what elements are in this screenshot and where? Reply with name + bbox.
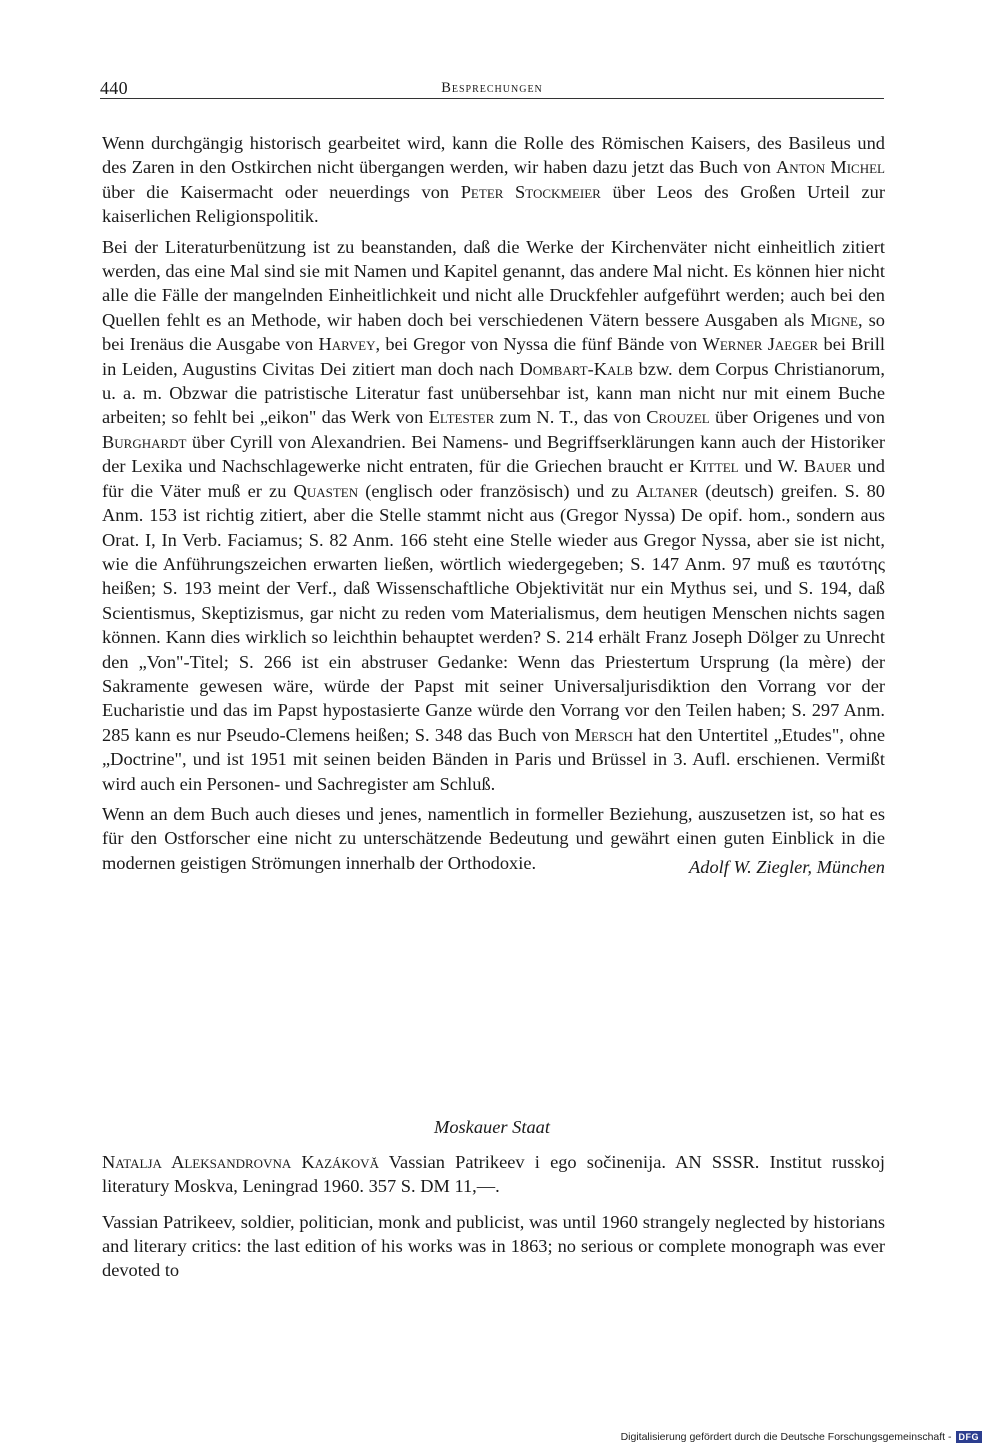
bibliographic-entry [102, 1150, 885, 1198]
book-author: Natalja Aleksandrovna Kazákovă [102, 1152, 379, 1172]
paragraph-2 [102, 235, 885, 796]
cited-name: Dombart-Kalb [519, 358, 633, 379]
paragraph-3-text: Wenn an dem Buch auch dieses und jenes, namentlich in formeller Beziehung, auszusetzen ist, so hat es für den Ostforscher eine nicht zu unterschätzende Bedeutung und gewährt einen guten Einblick in die modernen geistigen Strömungen innerhalb der Orthodoxie. [102, 803, 885, 873]
header-rule [100, 98, 884, 99]
text-run: (englisch oder französisch) und zu [358, 480, 636, 501]
cited-name: Anton Michel [776, 157, 885, 178]
text-run: bzw. dem Corpus Christianorum, u. a. m. Obzwar die patristische Literatur fast unübersehbar ist, kann man nicht nur mit einem Buche arbeiten; so fehlt bei „eikon" das Werk von [102, 358, 885, 428]
cited-name: Bauer [803, 456, 852, 477]
text-run: (deutsch) greifen. S. 80 Anm. 153 ist richtig zitiert, aber die Stelle stammt nicht aus (Gregor Nyssa) De opif. hom., sondern aus Orat. I, In Verb. Faciamus; S. 82 Anm. 166 steht eine Stelle wieder aus Gregor Nyssa, aber sie ist nicht, wie die Anführungszeichen erwarten ließen, wörtlich wiedergegeben; S. 147 Anm. 97 muß es ταυτότης heißen; S. 193 meint der Verf., daß Wissenschaftliche Objektivität nur ein Mythus sei, und S. 194, daß Scientismus, Skeptizismus, gar nicht zu reden vom Materialismus, dem heutigen Menschen nichts sagen können. Kann dies wirklich so leichthin behauptet werden? S. 214 erhält Franz Joseph Dölger zu Unrecht den „Von"-Titel; S. 266 ist ein abstruser Gedanke: Wenn das Priestertum Ursprung (la mère) der Sakramente gewesen wäre, würde der Papst mit seiner Universaljurisdiktion den Vorrang vor der Eucharistie und das im Papst hypostasierte Ganze würde den Vorrang vor den Teilen haben; S. 297 Anm. 285 kann es nur Pseudo-Clemens heißen; S. 348 das Buch von [102, 480, 885, 745]
cited-name: Quasten [293, 480, 359, 501]
text-run: über die Kaisermacht oder neuerdings von [102, 181, 461, 202]
cited-name: Burghardt [102, 431, 187, 452]
text-run: über Origenes und von [709, 407, 886, 428]
text-run: Bei der Literaturbenützung ist zu beanstanden, daß die Werke der Kirchenväter nicht einheitlich zitiert werden, das eine Mal sind sie mit Namen und Kapitel genannt, das andere Mal nicht. Es können hier nicht alle die Fälle der mangelnden Einheitlichkeit und nicht alle Druckfehler aufgeführt werden; auch bei den Quellen fehlt es an Methode, wir haben doch bei verschiedenen Vätern bessere Ausgaben als [102, 236, 885, 330]
running-head: Besprechungen [441, 80, 543, 96]
text-run: und für die Väter muß er zu [102, 456, 886, 501]
page-number: 440 [100, 78, 128, 98]
cited-name: Crouzel [646, 407, 710, 428]
text-run: , so bei Irenäus die Ausgabe von [102, 309, 885, 355]
text-run: über Cyrill von Alexandrien. Bei Namens- und Begriffserklärungen kann auch der Historiker der Lexika und Nachschlagewerke nicht entraten, für die Griechen braucht er [102, 431, 885, 477]
cited-name: Eltester [428, 407, 495, 428]
page-header [100, 78, 884, 100]
text-run: über Leos des Großen Urteil zur kaiserlichen Religionspolitik. [102, 181, 885, 227]
text-run: hat den Untertitel „Etudes", ohne „Doctrine", und ist 1951 mit seinen beiden Bänden in Paris und Brüssel in 3. Aufl. erschienen. Vermißt wird auch ein Personen- und Sachregister am Schluß. [102, 724, 885, 794]
text-run: zum N. T., das von [494, 407, 647, 428]
cited-name: Altaner [635, 480, 699, 501]
digitization-footer [621, 1431, 982, 1443]
dfg-logo-icon: DFG [956, 1431, 983, 1443]
book-details: Vassian Patrikeev i ego sočinenija. AN SSSR. Institut russkoj literatury Moskva, Leningrad 1960. 357 S. DM 11,—. [102, 1152, 885, 1196]
text-run: , bei Gregor von Nyssa die fünf Bände von [375, 334, 703, 355]
paragraph-1 [102, 131, 885, 229]
text-run: bei Brill in Leiden, Augustins Civitas Dei zitiert man doch nach [102, 334, 885, 379]
cited-name: Werner Jaeger [702, 334, 819, 355]
cited-name: Peter Stockmeier [460, 181, 601, 202]
text-run: Wenn durchgängig historisch gearbeitet wird, kann die Rolle des Römischen Kaisers, des Basileus und des Zaren in den Ostkirchen nicht übergangen werden, wir haben dazu jetzt das Buch von [102, 133, 885, 178]
cited-name: Harvey [318, 334, 376, 355]
text-run: und W. [738, 456, 804, 477]
reviewer-signature: Adolf W. Ziegler, München [689, 856, 885, 877]
cited-name: Migne [810, 309, 858, 330]
paragraph-3 [102, 802, 885, 875]
review-body [102, 131, 885, 879]
section-title: Moskauer Staat [434, 1117, 550, 1137]
cited-name: Kittel [689, 456, 739, 477]
review-paragraph-english: Vassian Patrikeev, soldier, politician, monk and publicist, was until 1960 strangely neglected by historians and literary critics: the last edition of his works was in 1863; no serious or complete monograph was ever devoted to [102, 1212, 885, 1280]
footer-text: Digitalisierung gefördert durch die Deutsche Forschungsgemeinschaft - [620, 1431, 952, 1443]
cited-name: Mersch [574, 724, 633, 745]
